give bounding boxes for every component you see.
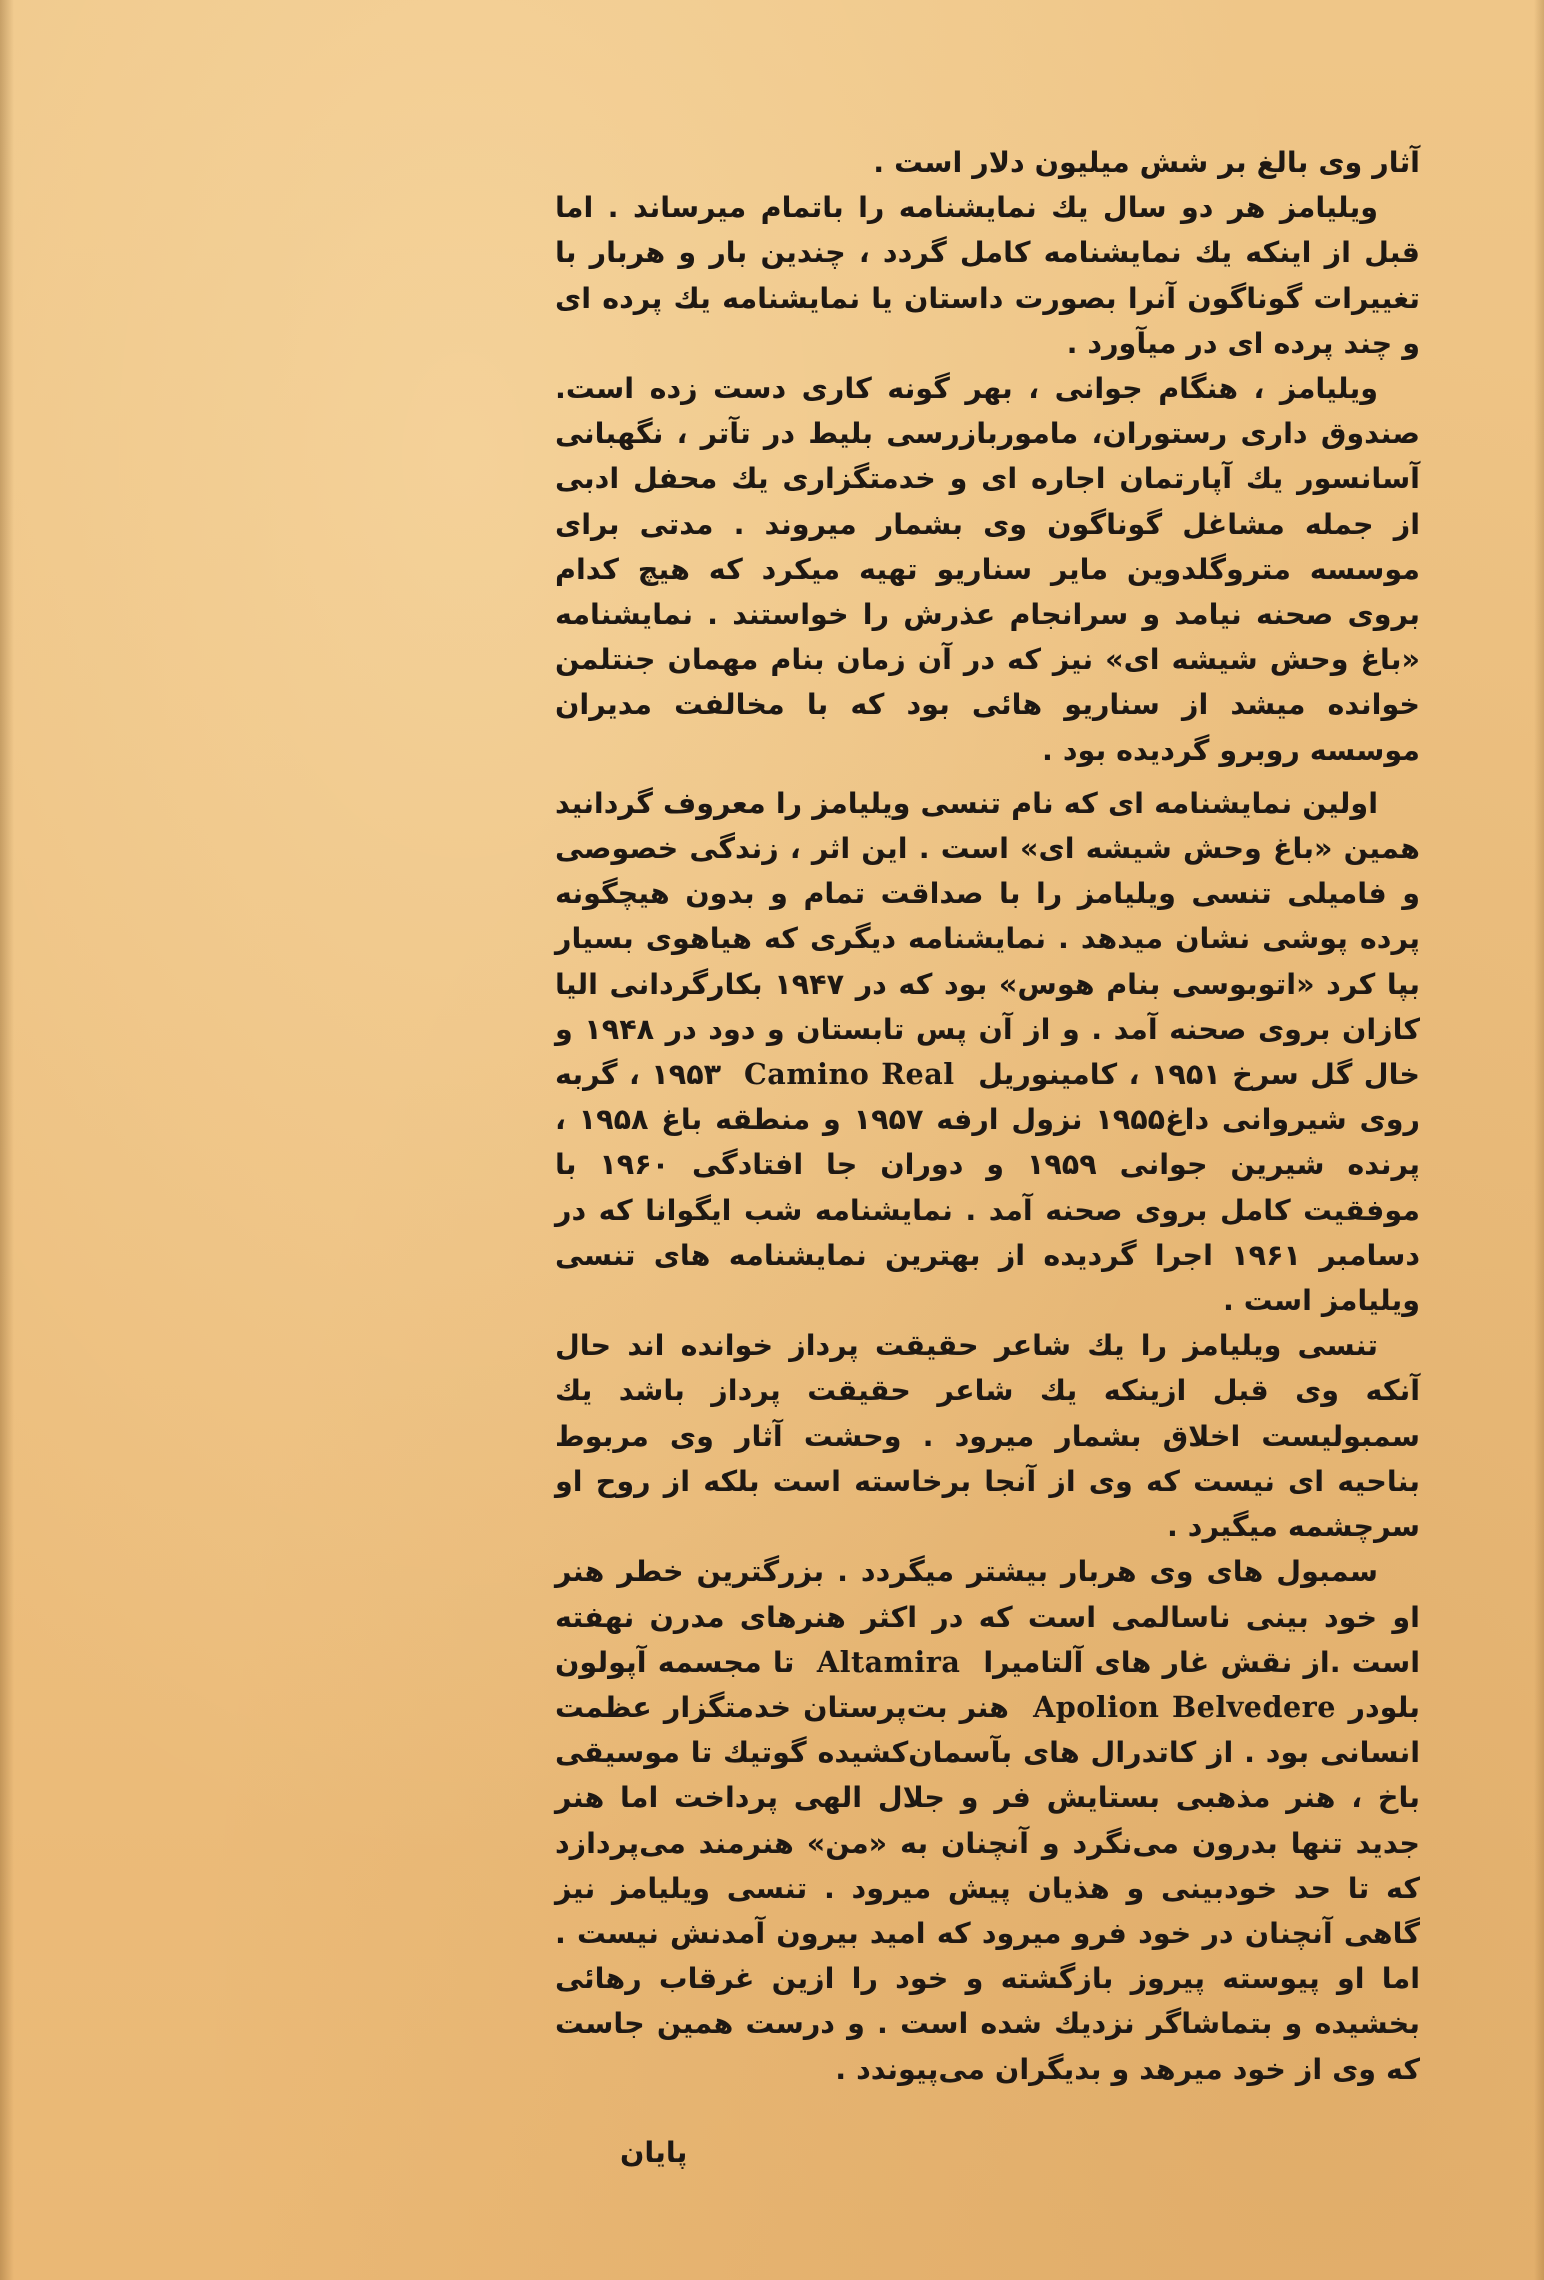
paragraph-6 xyxy=(555,1549,1420,2091)
text-line: که هیاهوی بسیار بپا کرد «اتوبوسی بنام هوس» بود که در xyxy=(555,921,1420,1001)
text-line: ویلیامز هر دو سال یك نمایشنامه را باتمام میرساند . xyxy=(607,190,1378,225)
text-line: نزول ارفه ۱۹۵۷ و منطقه باغ ۱۹۵۸ ، پرنده شیرین جوانی xyxy=(555,1102,1420,1182)
text-line: موسسه متروگلدوین مایر سناریو تهیه میکرد که هیچ کدام xyxy=(555,551,1420,586)
text-line: بازگشته و خود را ازین غرقاب رهائی بخشیده و بتماشاگر xyxy=(555,1961,1420,2041)
text-line: میرهد و بدیگران می‌پیوندد . xyxy=(835,2051,1223,2086)
paper-edge-left xyxy=(0,0,14,2280)
paper-edge-right xyxy=(1534,0,1544,2280)
text-line: هربار با تغییرات گوناگون آنرا بصورت داستان یا نمایشنامه xyxy=(555,235,1420,315)
text-line: ۱۹۵۹ و دوران جا افتادگی ۱۹۶۰ با موفقیت کامل بروی xyxy=(555,1147,1420,1227)
text-line: گردانید همین «باغ وحش شیشه ای» است . این اثر ، xyxy=(555,785,1420,866)
text-line: نزدیك شده است . و درست همین جاست که وی از خود xyxy=(555,2006,1420,2086)
text-line: روح او سرچشمه میگیرد . xyxy=(555,1463,1420,1544)
text-line: اولین نمایشنامه ای که نام تنسی ویلیامز را معروف xyxy=(663,785,1378,820)
text-line: آسانسور یك آپارتمان اجاره ای و خدمتگزاری یك محفل xyxy=(632,461,1420,496)
paragraph-1 xyxy=(555,140,1420,185)
text-line: اما قبل از اینکه یك نمایشنامه کامل گردد ، چندین بار و xyxy=(555,190,1420,270)
text-line: گوتیك تا موسیقی باخ ، هنر مذهبی بستایش فر و جلال xyxy=(555,1735,1420,1815)
text-line: آثار وی بالغ بر شش میلیون دلار است . xyxy=(873,145,1420,179)
text-line: گردیده از بهترین نمایشنامه های تنسی ویلیامز است . xyxy=(555,1237,1420,1318)
paragraph-3 xyxy=(555,366,1420,773)
latin-term: Apolion Belvedere xyxy=(1021,1689,1349,1724)
text-line: ادبی از جمله مشاغل گوناگون وی بشمار میروند . مدتی برای xyxy=(555,461,1420,541)
text-line: صحنه آمد . نمایشنامه شب ایگوانا که در دسامبر ۱۹۶۱ اجرا xyxy=(555,1192,1420,1272)
text-line: به «من» هنرمند می‌پردازد که تا حد خودبینی و هذیان xyxy=(555,1825,1420,1905)
paragraph-5 xyxy=(555,1323,1420,1549)
text-line: و بدون هیچگونه پرده پوشی نشان میدهد . نمایشنامه دیگری xyxy=(555,876,1420,956)
text-line: سمبولیست اخلاق بشمار میرود . وحشت آثار وی مربوط xyxy=(555,1418,1420,1453)
text-line: تابستان و دود در ۱۹۴۸ و خال گل سرخ ۱۹۵۱ ، کامینوریل xyxy=(555,1011,1420,1092)
text-line: سمبول های وی هربار بیشتر میگردد . بزرگترین خطر xyxy=(617,1554,1378,1589)
text-line: تا مجسمه آپولون بلودر Apolion Belvedere هنر بت‌پرستان xyxy=(555,1644,1420,1724)
text-line: بروی صحنه نیامد و سرانجام عذرش را خواستند . نمایشنامه xyxy=(555,597,1420,632)
latin-term: Altamira xyxy=(805,1644,973,1679)
text-line: ۱۹۴۷ بکارگردانی الیا کازان بروی صحنه آمد . و از آن پس xyxy=(555,966,1420,1046)
text-line: صندوق داری رستوران، ماموربازرسی بلیط در تآتر ، نگهبانی xyxy=(555,416,1420,451)
paragraph-4 xyxy=(555,781,1420,1323)
text-line: تنسی ویلیامز را یك شاعر حقیقت پرداز خوانده اند xyxy=(627,1328,1378,1363)
text-line: زندگی خصوصی و فامیلی تنسی ویلیامز را با صداقت تمام xyxy=(555,831,1420,911)
text-line: الهی پرداخت اما هنر جدید تنها بدرون می‌نگرد و آنچنان xyxy=(555,1780,1420,1860)
text-line: هنر او خود بینی ناسالمی است که در اکثر هنرهای مدرن xyxy=(555,1554,1420,1634)
text-line: بناحیه ای نیست که وی از آنجا برخاسته است بلکه از xyxy=(663,1463,1420,1498)
text-line: ویلیامز ، هنگام جوانی ، بهر گونه کاری دست زده است. xyxy=(555,371,1378,406)
latin-term: Camino Real xyxy=(732,1057,967,1092)
text-line: یك پرده ای و چند پرده ای در میآورد . xyxy=(555,280,1420,360)
text-line: نهفته است .از نقش غار های آلتامیرا Altamira xyxy=(555,1599,1420,1679)
text-line: Camino Real ۱۹۵۳ ، گربه روی شیروانی داغ۱۹۵۵ xyxy=(555,1057,1420,1137)
text-line: پیش میرود . تنسی ویلیامز نیز گاهی آنچنان در خود فرو xyxy=(555,1870,1420,1950)
text-line: میرود که امید بیرون آمدنش نیست . اما او پیوسته پیروز xyxy=(555,1915,1421,1996)
end-mark: پایان xyxy=(620,2135,688,2169)
text-column xyxy=(555,140,1420,2092)
text-line: حال آنکه وی قبل ازینکه یك شاعر حقیقت پرداز باشد یك xyxy=(555,1328,1420,1408)
text-line: خدمتگزار عظمت انسانی بود . از کاتدرال های بآسمان‌کشیده xyxy=(555,1689,1420,1770)
paragraph-2 xyxy=(555,185,1420,366)
text-line: «باغ وحش شیشه ای» نیز که در آن زمان بنام مهمان جنتلمن xyxy=(555,642,1420,677)
text-line: موسسه روبرو گردیده بود . xyxy=(1042,732,1420,767)
text-line: خوانده میشد از سناریو هائی بود که با مخالفت مدیران xyxy=(555,687,1420,722)
